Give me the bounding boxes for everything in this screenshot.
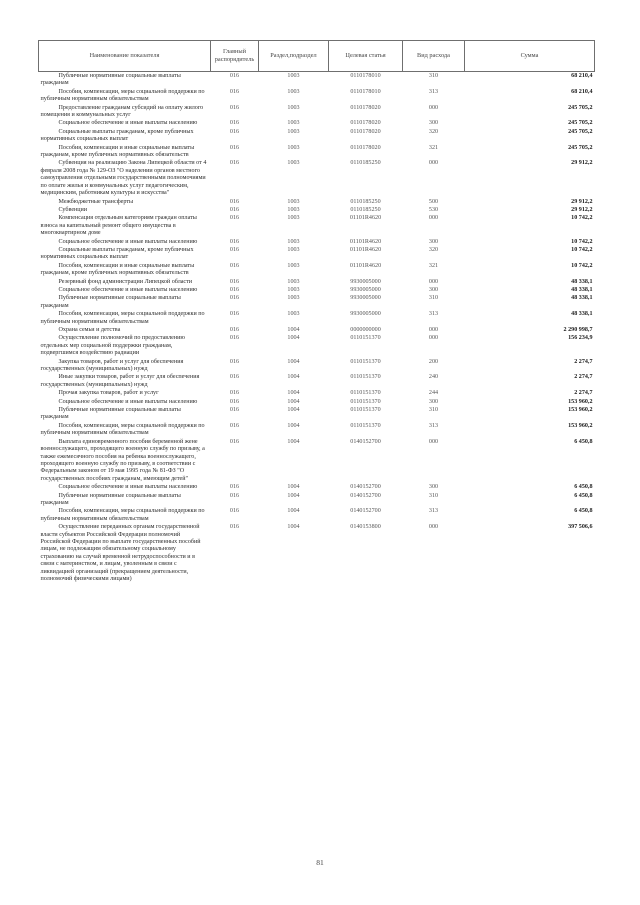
expense-cell: 310 <box>428 73 439 79</box>
name-cell <box>39 438 211 483</box>
section-cell: 1004 <box>287 398 300 405</box>
section-cell: 1003 <box>287 246 300 253</box>
section-cell: 1004 <box>287 524 300 531</box>
section-cell: 1004 <box>287 390 300 397</box>
name-cell <box>39 523 211 583</box>
sum-cell: 48 338,1 <box>571 311 593 318</box>
target-cell: 9930005000 <box>350 278 381 285</box>
row-name-text: Резервный фонд администрации Липецкой области <box>58 278 193 285</box>
sum-cell: 2 274,7 <box>574 374 593 381</box>
row-name-text: Межбюджетные трансферты <box>58 198 134 205</box>
sum-cell: 10 742,2 <box>571 246 593 253</box>
section-cell: 1003 <box>287 144 300 151</box>
section-cell: 1004 <box>287 438 300 445</box>
expense-cell: 000 <box>428 215 439 222</box>
table-row <box>39 406 595 422</box>
section-cell: 1004 <box>287 508 300 515</box>
expense-cell: 530 <box>428 206 439 213</box>
manager-cell: 016 <box>229 311 240 318</box>
section-cell: 1003 <box>287 215 300 222</box>
sum-cell: 156 234,9 <box>568 335 593 342</box>
row-name-text: Прочая закупка товаров, работ и услуг <box>58 390 159 397</box>
row-name-text: Публичные нормативные социальные выплаты гражданам <box>40 73 181 87</box>
table-row <box>39 286 595 294</box>
section-cell: 1004 <box>287 484 300 491</box>
expense-cell: 244 <box>428 390 439 397</box>
row-name-text: Пособия, компенсации, меры социальной поддержки по публичным нормативным обязательствам <box>40 311 205 325</box>
manager-cell: 016 <box>229 238 240 245</box>
table-row <box>39 144 595 160</box>
row-name-text: Осуществление переданных органам государственной власти субъектов Российской Федерации полномочий Российской Федерации по выплате государственных пособий лицам, не подлежащим обязательному социальному страхованию на случай временной нетрудоспособности и в связи с материнством, и лицам, уволенным в связи с ликвидацией организаций (прекращением деятельности, полномочий физическими лицами) <box>40 524 201 582</box>
row-name-text: Социальное обеспечение и иные выплаты населению <box>58 238 198 245</box>
table-row <box>39 326 595 334</box>
table-row <box>39 104 595 120</box>
table-row <box>39 206 595 214</box>
manager-cell: 016 <box>229 198 240 205</box>
table-row <box>39 159 595 197</box>
sum-cell: 2 274,7 <box>574 358 593 365</box>
target-cell: 0110185250 <box>350 198 381 205</box>
row-name-text: Пособия, компенсации, меры социальной поддержки по публичным нормативным обязательствам <box>40 88 205 103</box>
manager-cell: 016 <box>229 398 240 405</box>
table-row <box>39 72 595 88</box>
row-name-text: Социальные выплаты гражданам, кроме публичных нормативных социальных выплат <box>40 246 194 261</box>
row-name-text: Выплата единовременного пособия беременной жене военнослужащего, проходящего военную службу по призыву, а также ежемесячного пособия на ребенка военнослужащего, проходящего военную службу по призыву, в соответствии с Федеральным законом от 19 мая 1995 года № 81-ФЗ "О государственных пособиях гражданам, имеющим детей" <box>40 438 205 482</box>
target-cell: 0140152700 <box>350 484 381 491</box>
table-row <box>39 438 595 483</box>
expense-cell: 320 <box>428 246 439 253</box>
section-cell: 1003 <box>287 88 300 95</box>
manager-cell: 016 <box>229 358 240 365</box>
row-name-text: Осуществление полномочий по предоставлению отдельных мер социальной поддержки гражданам, подвергшимся воздействию радиации <box>40 335 185 357</box>
name-cell <box>39 358 211 374</box>
target-cell: 01101R4620 <box>349 262 382 269</box>
manager-cell: 016 <box>229 374 240 381</box>
manager-cell: 016 <box>229 120 240 127</box>
section-cell: 1003 <box>287 73 300 79</box>
row-name-text: Пособия, компенсации, меры социальной поддержки по публичным нормативным обязательствам <box>40 422 205 437</box>
table-row <box>39 310 595 326</box>
sum-cell: 153 960,2 <box>568 407 593 414</box>
manager-cell: 016 <box>229 104 240 111</box>
section-cell: 1004 <box>287 327 300 333</box>
row-name-text: Пособия, компенсации и иные социальные выплаты гражданам, кроме публичных нормативных обязательств <box>40 262 195 277</box>
manager-cell: 016 <box>229 144 240 151</box>
sum-cell: 153 960,2 <box>568 398 593 405</box>
target-cell: 0110185250 <box>350 206 381 213</box>
sum-cell: 68 210,4 <box>571 88 593 95</box>
row-name-text: Социальное обеспечение и иные выплаты населению <box>58 398 198 405</box>
table-row <box>39 422 595 438</box>
manager-cell: 016 <box>229 215 240 222</box>
name-cell <box>39 246 211 262</box>
table-body <box>39 72 595 584</box>
manager-cell: 016 <box>229 438 240 445</box>
manager-cell: 016 <box>229 128 240 135</box>
table-row <box>39 214 595 237</box>
sum-cell: 245 705,2 <box>568 120 593 127</box>
target-cell: 0140152700 <box>350 508 381 515</box>
sum-cell: 153 960,2 <box>568 422 593 429</box>
sum-cell: 6 450,8 <box>574 438 593 445</box>
expense-cell: 313 <box>428 422 439 429</box>
name-cell <box>39 104 211 120</box>
target-cell: 0110178020 <box>350 128 381 135</box>
name-cell <box>39 278 211 286</box>
row-name-text: Публичные нормативные социальные выплаты гражданам <box>40 407 181 421</box>
manager-cell: 016 <box>229 390 240 397</box>
manager-cell: 016 <box>229 327 240 333</box>
manager-cell: 016 <box>229 206 240 213</box>
name-cell <box>39 398 211 406</box>
table-row <box>39 238 595 246</box>
page-number: 81 <box>316 858 324 867</box>
name-cell <box>39 206 211 214</box>
target-cell: 0110151370 <box>350 374 381 381</box>
expense-cell: 000 <box>428 278 439 285</box>
row-name-text: Субвенции <box>58 206 88 213</box>
manager-cell: 016 <box>229 295 240 302</box>
row-name-text: Иные закупки товаров, работ и услуг для обеспечения государственных (муниципальных) нужд <box>40 374 200 388</box>
expense-cell: 200 <box>428 358 439 365</box>
expense-cell: 300 <box>428 398 439 405</box>
header-manager: Главный распорядитель <box>211 41 259 72</box>
section-cell: 1004 <box>287 422 300 429</box>
expense-cell: 310 <box>428 492 439 499</box>
table-row <box>39 523 595 583</box>
table-row <box>39 294 595 310</box>
manager-cell: 016 <box>229 492 240 499</box>
manager-cell: 016 <box>229 524 240 531</box>
name-cell <box>39 128 211 144</box>
sum-cell: 29 912,2 <box>571 160 593 167</box>
name-cell <box>39 483 211 491</box>
row-name-text: Субвенция на реализацию Закона Липецкой области от 4 февраля 2008 года № 129-ОЗ "О наделении органов местного самоуправления отдельными государственными полномочиями по оплате жилья и коммунальных услуг педагогическим, медицинским, работникам культуры и искусства" <box>40 160 207 197</box>
section-cell: 1003 <box>287 295 300 302</box>
section-cell: 1004 <box>287 374 300 381</box>
manager-cell: 016 <box>229 335 240 342</box>
sum-cell: 6 450,8 <box>574 508 593 515</box>
manager-cell: 016 <box>229 422 240 429</box>
section-cell: 1003 <box>287 198 300 205</box>
target-cell: 0110151370 <box>350 358 381 365</box>
sum-cell: 2 274,7 <box>574 390 593 397</box>
target-cell: 0110178020 <box>350 120 381 127</box>
target-cell: 0110151370 <box>350 335 381 342</box>
manager-cell: 016 <box>229 508 240 515</box>
target-cell: 9930005000 <box>350 295 381 302</box>
target-cell: 0110178020 <box>350 104 381 111</box>
expense-cell: 310 <box>428 295 439 302</box>
manager-cell: 016 <box>229 286 240 293</box>
section-cell: 1003 <box>287 286 300 293</box>
section-cell: 1004 <box>287 407 300 414</box>
sum-cell: 29 912,2 <box>571 198 593 205</box>
name-cell <box>39 88 211 104</box>
name-cell <box>39 119 211 127</box>
target-cell: 0110178020 <box>350 144 381 151</box>
target-cell: 0140153800 <box>350 524 381 531</box>
row-name-text: Социальное обеспечение и иные выплаты населению <box>58 286 198 293</box>
sum-cell: 48 338,1 <box>571 295 593 302</box>
row-name-text: Предоставление гражданам субсидий на оплату жилого помещения и коммунальных услуг <box>40 104 204 119</box>
name-cell <box>39 310 211 326</box>
target-cell: 0140152700 <box>350 492 381 499</box>
name-cell <box>39 326 211 334</box>
expense-cell: 313 <box>428 508 439 515</box>
sum-cell: 397 506,6 <box>568 524 593 531</box>
header-target: Целевая статья <box>329 41 403 72</box>
section-cell: 1003 <box>287 311 300 318</box>
table-row <box>39 128 595 144</box>
target-cell: 0110151370 <box>350 390 381 397</box>
name-cell <box>39 507 211 523</box>
name-cell <box>39 373 211 389</box>
sum-cell: 68 210,4 <box>571 73 593 79</box>
table-row <box>39 389 595 397</box>
expense-cell: 000 <box>428 160 439 167</box>
name-cell <box>39 406 211 422</box>
expense-cell: 300 <box>428 484 439 491</box>
sum-cell: 10 742,2 <box>571 262 593 269</box>
row-name-text: Социальные выплаты гражданам, кроме публичных нормативных социальных выплат <box>40 128 194 143</box>
row-name-text: Социальное обеспечение и иные выплаты населению <box>58 484 198 491</box>
section-cell: 1003 <box>287 128 300 135</box>
table-row <box>39 246 595 262</box>
name-cell <box>39 262 211 278</box>
sum-cell: 6 450,8 <box>574 492 593 499</box>
row-name-text: Пособия, компенсации, меры социальной поддержки по публичным нормативным обязательствам <box>40 508 205 522</box>
manager-cell: 016 <box>229 484 240 491</box>
table-row <box>39 262 595 278</box>
table-row <box>39 398 595 406</box>
expense-cell: 240 <box>428 374 439 381</box>
table-row <box>39 507 595 523</box>
table-header <box>39 41 595 72</box>
expense-cell: 000 <box>428 327 439 333</box>
target-cell: 0110151370 <box>350 407 381 414</box>
table-row <box>39 483 595 491</box>
name-cell <box>39 294 211 310</box>
sum-cell: 48 338,1 <box>571 278 593 285</box>
section-cell: 1003 <box>287 206 300 213</box>
target-cell: 0110151370 <box>350 422 381 429</box>
expense-cell: 321 <box>428 144 439 151</box>
header-sum: Сумма <box>465 41 595 72</box>
manager-cell: 016 <box>229 262 240 269</box>
row-name-text: Публичные нормативные социальные выплаты гражданам <box>40 492 181 506</box>
manager-cell: 016 <box>229 88 240 95</box>
table-row <box>39 492 595 508</box>
table-row <box>39 88 595 104</box>
table-row <box>39 119 595 127</box>
expense-cell: 300 <box>428 286 439 293</box>
row-name-text: Пособия, компенсации и иные социальные выплаты гражданам, кроме публичных нормативных обязательств <box>40 144 195 159</box>
target-cell: 0110151370 <box>350 398 381 405</box>
row-name-text: Компенсация отдельным категориям граждан оплаты взноса на капитальный ремонт общего имущества в многоквартирном доме <box>40 215 197 237</box>
sum-cell: 245 705,2 <box>568 104 593 111</box>
name-cell <box>39 144 211 160</box>
section-cell: 1003 <box>287 278 300 285</box>
expense-cell: 500 <box>428 198 439 205</box>
sum-cell: 245 705,2 <box>568 144 593 151</box>
target-cell: 01101R4620 <box>349 238 382 245</box>
sum-cell: 10 742,2 <box>571 215 593 222</box>
table-row <box>39 278 595 286</box>
section-cell: 1003 <box>287 238 300 245</box>
target-cell: 9930005000 <box>350 311 381 318</box>
name-cell <box>39 389 211 397</box>
row-name-text: Социальное обеспечение и иные выплаты населению <box>58 120 198 127</box>
name-cell <box>39 159 211 197</box>
section-cell: 1004 <box>287 358 300 365</box>
name-cell <box>39 492 211 508</box>
target-cell: 0000000000 <box>350 327 381 333</box>
manager-cell: 016 <box>229 73 240 79</box>
table-row <box>39 373 595 389</box>
name-cell <box>39 72 211 88</box>
table-row <box>39 198 595 206</box>
expense-cell: 300 <box>428 238 439 245</box>
table-row <box>39 334 595 357</box>
name-cell <box>39 286 211 294</box>
expense-cell: 313 <box>428 311 439 318</box>
section-cell: 1003 <box>287 160 300 167</box>
section-cell: 1004 <box>287 335 300 342</box>
target-cell: 01101R4620 <box>349 246 382 253</box>
header-name: Наименование показателя <box>39 41 211 72</box>
expense-cell: 310 <box>428 407 439 414</box>
expense-cell: 000 <box>428 524 439 531</box>
manager-cell: 016 <box>229 278 240 285</box>
sum-cell: 6 450,8 <box>574 484 593 491</box>
header-section: Раздел,подраздел <box>259 41 329 72</box>
table-row <box>39 358 595 374</box>
target-cell: 0110178010 <box>350 73 381 79</box>
sum-cell: 48 338,1 <box>571 286 593 293</box>
target-cell: 0140152700 <box>350 438 381 445</box>
expense-cell: 313 <box>428 88 439 95</box>
name-cell <box>39 422 211 438</box>
manager-cell: 016 <box>229 160 240 167</box>
section-cell: 1003 <box>287 120 300 127</box>
name-cell <box>39 238 211 246</box>
header-expense: Вид расхода <box>403 41 465 72</box>
sum-cell: 2 290 998,7 <box>563 327 593 333</box>
expense-cell: 000 <box>428 335 439 342</box>
target-cell: 0110185250 <box>350 160 381 167</box>
sum-cell: 29 912,2 <box>571 206 593 213</box>
expense-cell: 300 <box>428 120 439 127</box>
name-cell <box>39 334 211 357</box>
name-cell <box>39 214 211 237</box>
row-name-text: Охрана семьи и детства <box>58 327 121 333</box>
target-cell: 9930005000 <box>350 286 381 293</box>
sum-cell: 245 705,2 <box>568 128 593 135</box>
target-cell: 01101R4620 <box>349 215 382 222</box>
target-cell: 0110178010 <box>350 88 381 95</box>
sum-cell: 10 742,2 <box>571 238 593 245</box>
expense-cell: 000 <box>428 438 439 445</box>
manager-cell: 016 <box>229 246 240 253</box>
section-cell: 1004 <box>287 492 300 499</box>
budget-table <box>38 40 595 583</box>
manager-cell: 016 <box>229 407 240 414</box>
name-cell <box>39 198 211 206</box>
expense-cell: 000 <box>428 104 439 111</box>
row-name-text: Закупка товаров, работ и услуг для обеспечения государственных (муниципальных) нужд <box>40 358 184 373</box>
section-cell: 1003 <box>287 104 300 111</box>
expense-cell: 321 <box>428 262 439 269</box>
row-name-text: Публичные нормативные социальные выплаты гражданам <box>40 295 181 309</box>
expense-cell: 320 <box>428 128 439 135</box>
section-cell: 1003 <box>287 262 300 269</box>
